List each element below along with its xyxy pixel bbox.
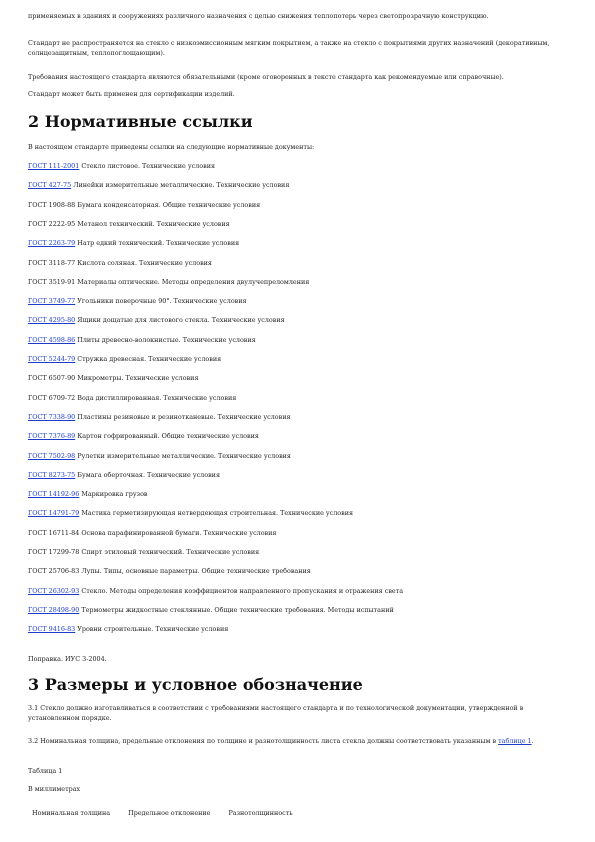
standard-title: Бумага оберточная. Технические условия <box>75 470 220 479</box>
intro-paragraph-3: Требования настоящего стандарта являются обязательными (кроме оговоренных в тексте стандарта как рекомендуемые или справочные). <box>28 73 504 81</box>
section-3-paragraph-2 <box>28 736 568 746</box>
section-3-heading: 3 Размеры и условное обозначение <box>28 675 363 694</box>
reference-item <box>28 528 568 538</box>
standard-code-link[interactable]: ГОСТ 4598-86 <box>28 335 76 344</box>
standard-code-link[interactable]: ГОСТ 111-2001 <box>28 162 80 170</box>
standard-title: Стружка древесная. Технические условия <box>75 355 222 363</box>
standard-title: Стекло листовое. Технические условия <box>79 162 215 170</box>
reference-item <box>28 200 568 210</box>
standard-title: Плиты древесно-волокнистые. Технические условия <box>75 335 256 344</box>
reference-item <box>28 547 568 557</box>
table-header-cell: Разнотолщинность <box>228 809 293 817</box>
standard-code: ГОСТ 6709-72 <box>28 393 76 402</box>
reference-item <box>28 277 568 287</box>
standard-code-link[interactable]: ГОСТ 2263-79 <box>28 239 76 248</box>
standard-title: Метанол технический. Технические условия <box>75 219 230 228</box>
section-2-lead: В настоящем стандарте приведены ссылки на следующие нормативные документы: <box>28 143 315 151</box>
reference-item <box>28 161 568 171</box>
standard-title: Термометры жидкостные стеклянные. Общие технические требования. Методы испытаний <box>79 605 394 614</box>
reference-item <box>28 451 568 461</box>
standard-code-link[interactable]: ГОСТ 427-75 <box>28 181 72 190</box>
paragraph-2-text: 3.2 Номинальная толщина, предельные отклонения по толщине и разнотолщинность листа стекла должны соответствовать указанным в <box>28 737 499 745</box>
standard-title: Ящики дощатые для листового стекла. Технические условия <box>75 316 285 325</box>
reference-item <box>28 354 568 364</box>
intro-paragraph-1: применяемых в зданиях и сооружениях различного назначения с целью снижения теплопотерь через светопрозрачную конструкцию. <box>28 12 489 20</box>
section-2-heading: 2 Нормативные ссылки <box>28 112 253 131</box>
standard-code: ГОСТ 1908-88 <box>28 200 76 209</box>
standard-code: ГОСТ 2222-95 <box>28 219 76 228</box>
standard-title: Уровни строительные. Технические условия <box>75 625 229 634</box>
standard-title: Стекло. Методы определения коэффициентов направленного пропускания и отражения света <box>79 586 404 595</box>
reference-item <box>28 238 568 248</box>
standard-code: ГОСТ 17299-78 <box>28 548 80 556</box>
standard-title: Мастика герметизирующая нетвердеющая строительная. Технические условия <box>79 509 354 518</box>
standard-code: ГОСТ 16711-84 <box>28 528 80 537</box>
intro-paragraph-2: Стандарт не распространяется на стекло с низкоэмиссионным мягким покрытием, а также на стекло с покрытиями других назначений (декоративным, солнцезащитным, теплопоглощающим). <box>28 39 550 57</box>
intro-paragraph-4: Стандарт может быть применен для сертификации изделий. <box>28 90 235 98</box>
standard-title: Спирт этиловый технический. Технические условия <box>79 548 260 556</box>
reference-item <box>28 393 568 403</box>
section-3-paragraph-1: 3.1 Стекло должно изготавливаться в соответствии с требованиями настоящего стандарта и по технологической документации, утвержденной в установленном порядке. <box>28 704 524 722</box>
reference-item <box>28 508 568 518</box>
reference-item <box>28 489 568 499</box>
standard-title: Картон гофрированный. Общие технические условия <box>75 432 259 441</box>
table-header-row <box>32 808 309 818</box>
standard-code-link[interactable]: ГОСТ 26302-93 <box>28 586 80 595</box>
reference-item <box>28 431 568 441</box>
standard-title: Основа парафинированной бумаги. Технические условия <box>79 528 277 537</box>
standard-code-link[interactable]: ГОСТ 9416-83 <box>28 625 76 634</box>
standard-code-link[interactable]: ГОСТ 7376-89 <box>28 432 76 441</box>
table-caption: Таблица 1 <box>28 767 63 775</box>
standard-title: Линейки измерительные металлические. Технические условия <box>71 181 290 190</box>
standard-code-link[interactable]: ГОСТ 8273-75 <box>28 470 76 479</box>
standard-title: Натр едкий технический. Технические условия <box>75 239 240 248</box>
reference-item <box>28 605 568 615</box>
standard-code-link[interactable]: ГОСТ 7338-90 <box>28 412 76 421</box>
reference-item <box>28 315 568 325</box>
standard-title: Материалы оптические. Методы определения двулучепреломления <box>75 277 310 286</box>
table-header-cell: Номинальная толщина <box>32 809 111 817</box>
reference-item <box>28 258 568 268</box>
standard-title: Рулетки измерительные металлические. Технические условия <box>75 451 291 460</box>
standard-code: ГОСТ 6507-90 <box>28 374 76 383</box>
standard-title: Лупы. Типы, основные параметры. Общие технические требования <box>79 567 311 576</box>
reference-item <box>28 624 568 634</box>
standard-title: Кислота соляная. Технические условия <box>75 258 212 267</box>
standard-code-link[interactable]: ГОСТ 5244-79 <box>28 355 76 363</box>
reference-item <box>28 586 568 596</box>
table-header-cell: Предельное отклонение <box>128 809 211 817</box>
standard-code-link[interactable]: ГОСТ 28498-90 <box>28 605 80 614</box>
standard-title: Маркировка грузов <box>79 490 148 499</box>
reference-item <box>28 180 568 190</box>
reference-item <box>28 470 568 480</box>
standard-title: Бумага конденсаторная. Общие технические условия <box>75 200 261 209</box>
reference-item <box>28 412 568 422</box>
standard-code-link[interactable]: ГОСТ 7502-98 <box>28 451 76 460</box>
standard-code-link[interactable]: ГОСТ 3749-77 <box>28 297 76 306</box>
standard-code-link[interactable]: ГОСТ 14192-96 <box>28 490 80 499</box>
standard-title: Вода дистиллированная. Технические условия <box>75 393 237 402</box>
standard-code: ГОСТ 25706-83 <box>28 567 80 576</box>
table-units: В миллиметрах <box>28 785 81 793</box>
standard-title: Пластины резиновые и резинотканевые. Технические условия <box>75 412 291 421</box>
amendment-note: Поправка. ИУС 3-2004. <box>28 655 107 663</box>
paragraph-2-tail: . <box>531 737 534 745</box>
standard-code: ГОСТ 3118-77 <box>28 258 76 267</box>
reference-item <box>28 566 568 576</box>
standard-code-link[interactable]: ГОСТ 14791-79 <box>28 509 80 518</box>
standard-code-link[interactable]: ГОСТ 4295-80 <box>28 316 76 325</box>
standard-title: Угольники поверочные 90°. Технические условия <box>75 297 247 306</box>
table-1-link[interactable]: таблице 1 <box>498 737 532 745</box>
reference-item <box>28 335 568 345</box>
reference-item <box>28 219 568 229</box>
standard-title: Микрометры. Технические условия <box>75 374 199 383</box>
reference-item <box>28 296 568 306</box>
standard-code: ГОСТ 3519-91 <box>28 277 76 286</box>
reference-item <box>28 373 568 383</box>
